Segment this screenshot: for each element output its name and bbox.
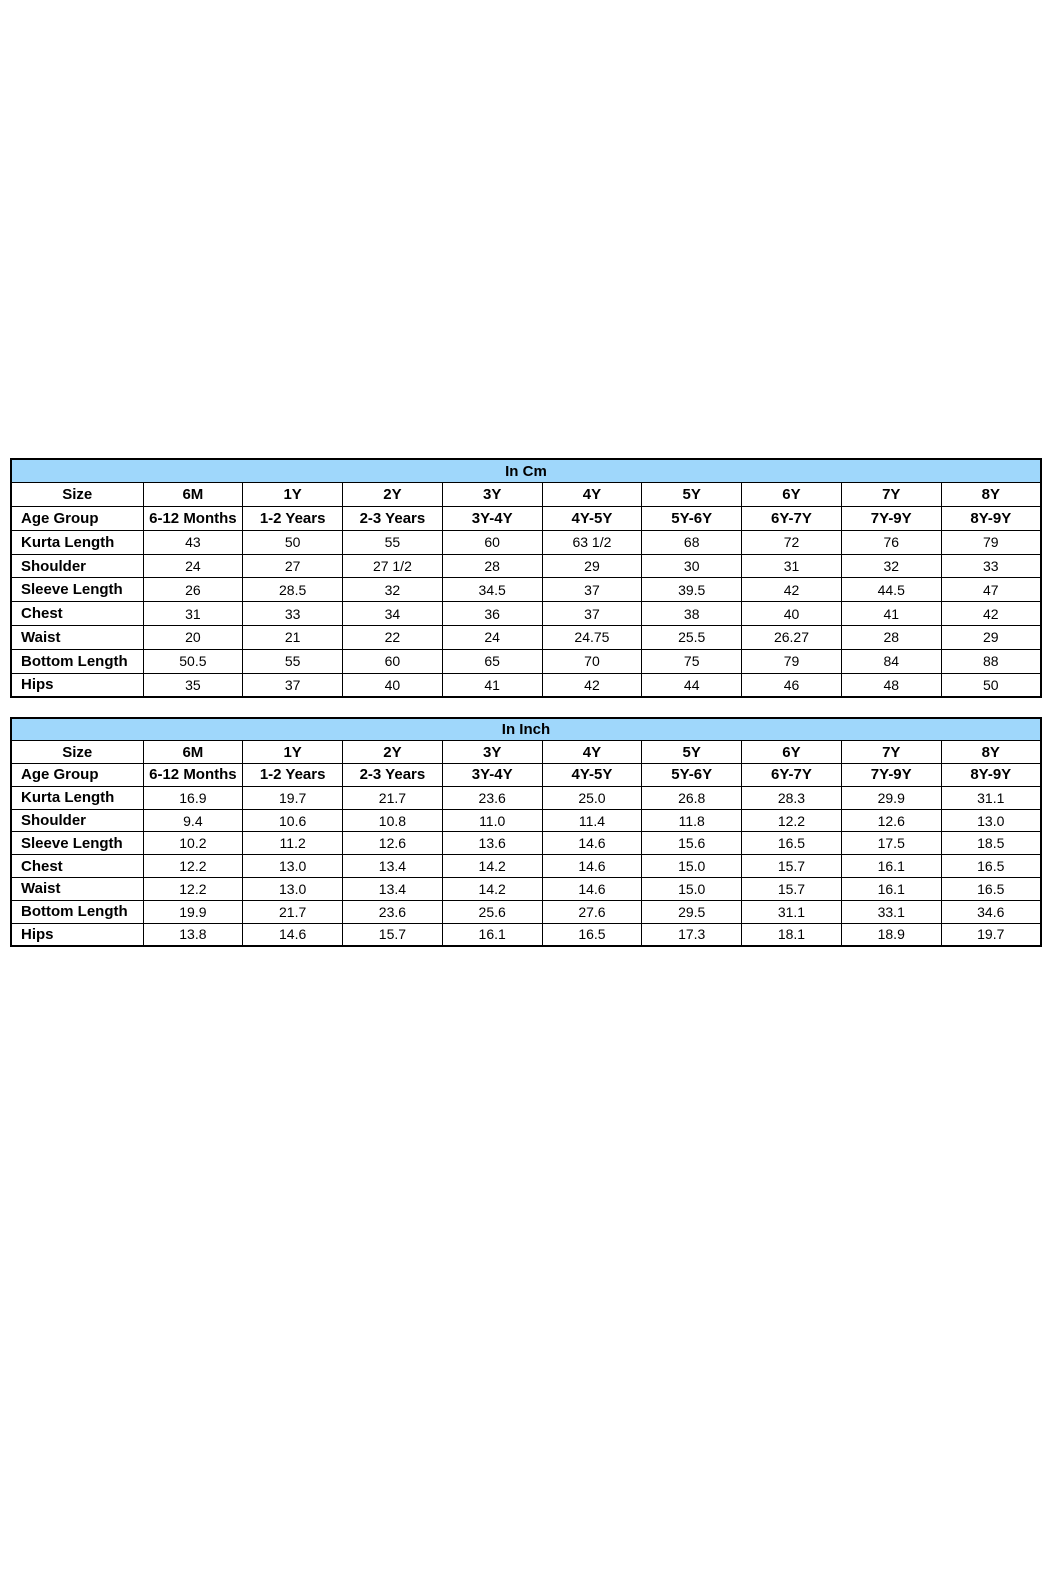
table-title: In Inch [11,718,1041,741]
age-group-cell: 3Y-4Y [442,507,542,531]
size-cell: 1Y [243,483,343,507]
measurement-row [11,855,1041,878]
measurement-value: 33.1 [841,900,941,923]
measurement-value: 15.0 [642,878,742,901]
measurement-value: 10.6 [243,809,343,832]
size-cell: 8Y [941,483,1041,507]
measurement-value: 15.0 [642,855,742,878]
measurement-value: 25.6 [442,900,542,923]
size-chart-inch-body [11,718,1041,946]
size-cell: 7Y [841,741,941,764]
measurement-value: 26 [143,578,243,602]
measurement-value: 25.5 [642,626,742,650]
age-group-cell: 6Y-7Y [742,507,842,531]
measurement-label: Chest [11,602,143,626]
measurement-value: 37 [542,602,642,626]
age-group-cell: 6-12 Months [143,764,243,787]
measurement-row [11,626,1041,650]
age-group-cell: 6-12 Months [143,507,243,531]
measurement-value: 39.5 [642,578,742,602]
age-group-label: Age Group [11,507,143,531]
age-group-cell: 7Y-9Y [841,764,941,787]
measurement-label: Chest [11,855,143,878]
measurement-value: 14.2 [442,855,542,878]
measurement-value: 11.4 [542,809,642,832]
measurement-value: 16.1 [841,855,941,878]
measurement-value: 25.0 [542,786,642,809]
measurement-value: 15.7 [343,923,443,946]
age-group-cell: 4Y-5Y [542,507,642,531]
measurement-value: 46 [742,673,842,697]
measurement-value: 16.1 [442,923,542,946]
age-group-cell: 8Y-9Y [941,764,1041,787]
age-group-cell: 1-2 Years [243,764,343,787]
measurement-value: 79 [941,530,1041,554]
measurement-value: 20 [143,626,243,650]
table-title: In Cm [11,459,1041,483]
measurement-value: 13.0 [243,855,343,878]
measurement-label: Sleeve Length [11,578,143,602]
age-group-cell: 2-3 Years [343,507,443,531]
measurement-value: 84 [841,649,941,673]
measurement-label: Kurta Length [11,530,143,554]
measurement-value: 27 1/2 [343,554,443,578]
size-row-label: Size [11,483,143,507]
measurement-value: 70 [542,649,642,673]
measurement-value: 16.5 [941,878,1041,901]
size-row-label: Size [11,741,143,764]
table-title-row [11,718,1041,741]
measurement-value: 29.9 [841,786,941,809]
measurement-value: 40 [343,673,443,697]
size-cell: 7Y [841,483,941,507]
measurement-value: 16.5 [941,855,1041,878]
measurement-value: 13.6 [442,832,542,855]
measurement-value: 24.75 [542,626,642,650]
measurement-value: 88 [941,649,1041,673]
measurement-value: 79 [742,649,842,673]
measurement-value: 38 [642,602,742,626]
measurement-value: 24 [143,554,243,578]
size-cell: 4Y [542,741,642,764]
measurement-value: 16.9 [143,786,243,809]
measurement-label: Bottom Length [11,649,143,673]
measurement-value: 41 [841,602,941,626]
size-chart-cm-table [10,458,1042,698]
measurement-value: 30 [642,554,742,578]
measurement-value: 72 [742,530,842,554]
measurement-value: 28.5 [243,578,343,602]
size-cell: 6Y [742,483,842,507]
measurement-value: 27 [243,554,343,578]
measurement-value: 34.6 [941,900,1041,923]
measurement-value: 40 [742,602,842,626]
measurement-value: 41 [442,673,542,697]
measurement-label: Hips [11,673,143,697]
measurement-value: 43 [143,530,243,554]
measurement-row [11,878,1041,901]
measurement-value: 31 [742,554,842,578]
measurement-value: 13.4 [343,855,443,878]
measurement-value: 50 [243,530,343,554]
measurement-value: 47 [941,578,1041,602]
size-row [11,741,1041,764]
measurement-row [11,602,1041,626]
measurement-row [11,578,1041,602]
measurement-value: 28 [841,626,941,650]
measurement-value: 32 [343,578,443,602]
measurement-value: 21.7 [243,900,343,923]
measurement-value: 26.8 [642,786,742,809]
measurement-value: 15.7 [742,855,842,878]
measurement-value: 23.6 [442,786,542,809]
measurement-value: 50.5 [143,649,243,673]
measurement-row [11,832,1041,855]
table-title-row [11,459,1041,483]
measurement-value: 12.2 [742,809,842,832]
age-group-cell: 7Y-9Y [841,507,941,531]
measurement-value: 13.0 [941,809,1041,832]
size-cell: 3Y [442,741,542,764]
measurement-value: 23.6 [343,900,443,923]
measurement-value: 28.3 [742,786,842,809]
size-cell: 6M [143,741,243,764]
measurement-value: 18.1 [742,923,842,946]
measurement-label: Kurta Length [11,786,143,809]
measurement-value: 37 [243,673,343,697]
size-row [11,483,1041,507]
measurement-value: 28 [442,554,542,578]
measurement-value: 42 [941,602,1041,626]
measurement-value: 21 [243,626,343,650]
measurement-label: Shoulder [11,554,143,578]
measurement-value: 10.8 [343,809,443,832]
measurement-value: 12.2 [143,855,243,878]
measurement-value: 76 [841,530,941,554]
measurement-value: 12.6 [841,809,941,832]
measurement-value: 44 [642,673,742,697]
measurement-value: 9.4 [143,809,243,832]
measurement-value: 19.7 [243,786,343,809]
measurement-row [11,530,1041,554]
size-cell: 5Y [642,741,742,764]
measurement-value: 31.1 [941,786,1041,809]
size-chart-cm-body [11,459,1041,697]
measurement-value: 48 [841,673,941,697]
age-group-cell: 2-3 Years [343,764,443,787]
measurement-value: 33 [941,554,1041,578]
measurement-value: 13.4 [343,878,443,901]
measurement-value: 14.6 [542,855,642,878]
measurement-value: 32 [841,554,941,578]
measurement-value: 24 [442,626,542,650]
measurement-value: 15.7 [742,878,842,901]
measurement-value: 60 [442,530,542,554]
measurement-label: Hips [11,923,143,946]
age-group-label: Age Group [11,764,143,787]
measurement-value: 11.0 [442,809,542,832]
size-cell: 2Y [343,483,443,507]
size-cell: 1Y [243,741,343,764]
measurement-value: 26.27 [742,626,842,650]
measurement-value: 29.5 [642,900,742,923]
measurement-value: 60 [343,649,443,673]
measurement-value: 18.5 [941,832,1041,855]
age-group-cell: 5Y-6Y [642,507,742,531]
measurement-value: 31.1 [742,900,842,923]
measurement-value: 11.2 [243,832,343,855]
measurement-value: 36 [442,602,542,626]
measurement-value: 29 [941,626,1041,650]
measurement-value: 10.2 [143,832,243,855]
measurement-value: 14.6 [542,832,642,855]
age-group-row [11,507,1041,531]
measurement-label: Waist [11,626,143,650]
measurement-value: 12.6 [343,832,443,855]
measurement-row [11,923,1041,946]
age-group-cell: 1-2 Years [243,507,343,531]
measurement-value: 15.6 [642,832,742,855]
measurement-value: 55 [343,530,443,554]
measurement-value: 16.1 [841,878,941,901]
size-cell: 6Y [742,741,842,764]
measurement-value: 29 [542,554,642,578]
size-cell: 3Y [442,483,542,507]
age-group-cell: 6Y-7Y [742,764,842,787]
measurement-value: 68 [642,530,742,554]
measurement-value: 19.7 [941,923,1041,946]
measurement-row [11,673,1041,697]
measurement-row [11,809,1041,832]
measurement-value: 31 [143,602,243,626]
measurement-value: 75 [642,649,742,673]
measurement-value: 14.6 [542,878,642,901]
age-group-row [11,764,1041,787]
measurement-value: 22 [343,626,443,650]
measurement-value: 13.8 [143,923,243,946]
measurement-value: 44.5 [841,578,941,602]
measurement-value: 17.5 [841,832,941,855]
size-cell: 4Y [542,483,642,507]
measurement-value: 16.5 [742,832,842,855]
measurement-value: 27.6 [542,900,642,923]
measurement-value: 16.5 [542,923,642,946]
measurement-value: 50 [941,673,1041,697]
measurement-value: 37 [542,578,642,602]
measurement-value: 14.6 [243,923,343,946]
measurement-value: 11.8 [642,809,742,832]
measurement-value: 12.2 [143,878,243,901]
size-cell: 6M [143,483,243,507]
size-cell: 5Y [642,483,742,507]
measurement-value: 13.0 [243,878,343,901]
measurement-row [11,786,1041,809]
measurement-value: 63 1/2 [542,530,642,554]
measurement-label: Sleeve Length [11,832,143,855]
measurement-value: 14.2 [442,878,542,901]
measurement-value: 42 [742,578,842,602]
measurement-value: 21.7 [343,786,443,809]
age-group-cell: 3Y-4Y [442,764,542,787]
measurement-row [11,900,1041,923]
measurement-label: Waist [11,878,143,901]
measurement-value: 35 [143,673,243,697]
age-group-cell: 8Y-9Y [941,507,1041,531]
size-chart-inch-table [10,717,1042,947]
measurement-row [11,649,1041,673]
age-group-cell: 4Y-5Y [542,764,642,787]
measurement-value: 55 [243,649,343,673]
size-cell: 2Y [343,741,443,764]
measurement-value: 34.5 [442,578,542,602]
measurement-value: 34 [343,602,443,626]
age-group-cell: 5Y-6Y [642,764,742,787]
measurement-value: 19.9 [143,900,243,923]
measurement-row [11,554,1041,578]
measurement-label: Shoulder [11,809,143,832]
size-cell: 8Y [941,741,1041,764]
measurement-value: 65 [442,649,542,673]
measurement-label: Bottom Length [11,900,143,923]
measurement-value: 33 [243,602,343,626]
measurement-value: 17.3 [642,923,742,946]
measurement-value: 18.9 [841,923,941,946]
measurement-value: 42 [542,673,642,697]
